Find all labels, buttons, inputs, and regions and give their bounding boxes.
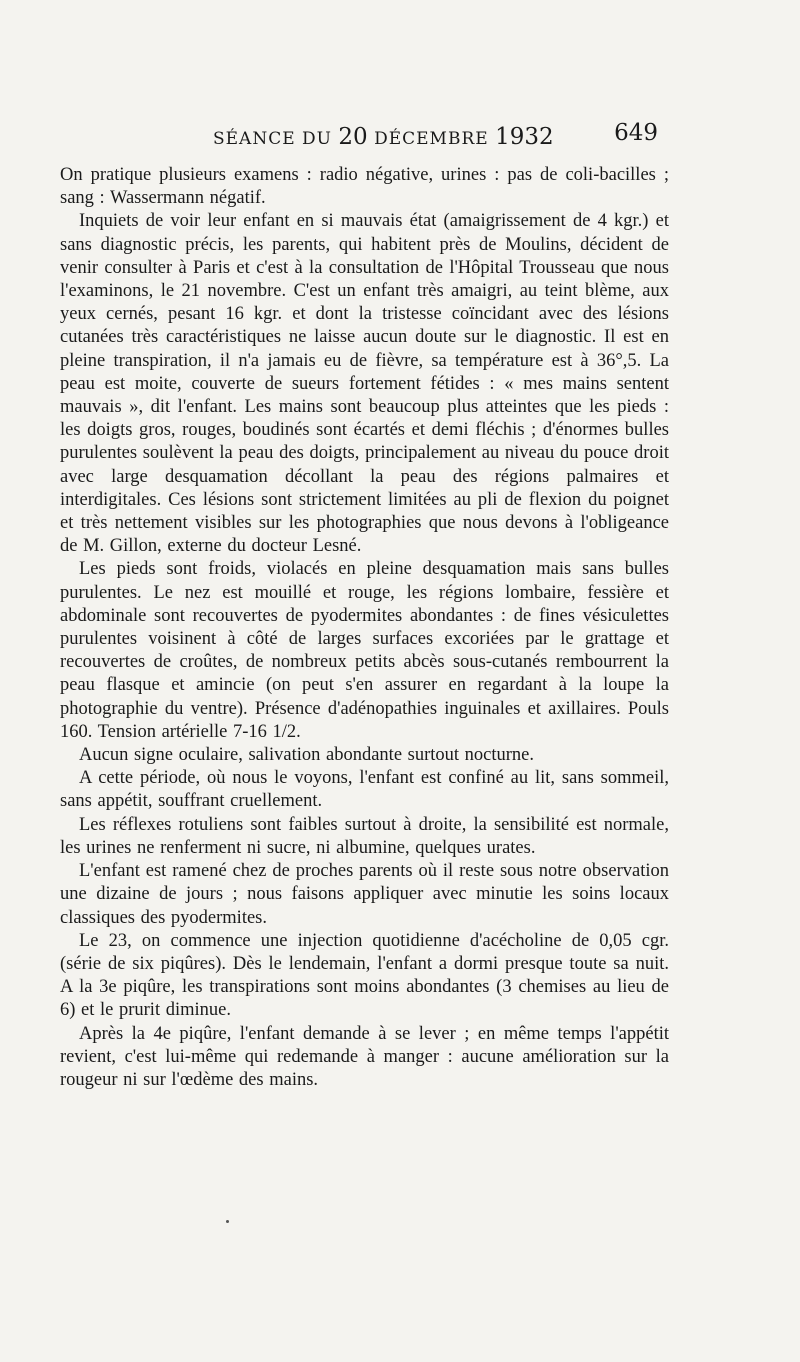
paragraph-fourth-injection: Après la 4e piqûre, l'enfant demande à se lever ; en même temps l'appétit revient, c'est lui-même qui redemande à manger : aucune amélioration sur la rougeur ni sur l'œdème des mains. [60,1023,669,1090]
running-head [213,120,658,150]
paragraph-feet-skin: Les pieds sont froids, violacés en pleine desquamation mais sans bulles purulentes. Le nez est mouillé et rouge, les régions lombaire, fessière et abdominale sont recouvertes de pyodermites abondantes : de fines vésiculettes purulentes voisinent à côté de larges surfaces excoriées par le grattage et recouvertes de croûtes, de nombreux petits abcès sous-cutanés rembourrent la peau flasque et amincie (on peut s'en assurer en regardant à la loupe la photographie du ventre). Présence d'adénopathies inguinales et axillaires. Pouls 160. Tension artérielle 7-16 1/2. [60,559,669,742]
session-month: DÉCEMBRE [374,129,489,149]
paragraph-observation: L'enfant est ramené chez de proches parents où il reste sous notre observation une dizaine de jours ; nous faisons appliquer avec minutie les soins locaux classiques des pyodermites. [60,861,669,928]
paragraph-injection: Le 23, on commence une injection quotidienne d'acécholine de 0,05 cgr. (série de six piqûres). Dès le lendemain, l'enfant a dormi presque toute sa nuit. A la 3e piqûre, les transpirations sont moins abondantes (3 chemises au lieu de 6) et le prurit diminue. [60,930,669,1021]
session-label: SÉANCE DU [213,129,332,149]
session-day: 20 [338,124,368,150]
article-body [60,164,669,1092]
paper-speck [226,1220,229,1223]
running-head-title [213,124,554,150]
paragraph-exams: On pratique plusieurs examens : radio négative, urines : pas de coli-bacilles ; sang : Wassermann négatif. [60,165,669,209]
session-year: 1932 [495,124,554,150]
page-number: 649 [614,120,658,146]
paragraph-ocular: Aucun signe oculaire, salivation abondante surtout nocturne. [79,745,535,766]
paragraph-clinical-exam: Inquiets de voir leur enfant en si mauvais état (amaigrissement de 4 kgr.) et sans diagnostic précis, les parents, qui habitent près de Moulins, décident de venir consulter à Paris et c'est à la consultation de l'Hôpital Trousseau que nous l'examinons, le 21 novembre. C'est un enfant très amaigri, au teint blème, aux yeux cernés, pesant 16 kgr. et dont la tristesse coïncidant avec des lésions cutanées très caractéristiques ne laisse aucun doute sur le diagnostic. Il est en pleine transpiration, il n'a jamais eu de fièvre, sa température est à 36°,5. La peau est moite, couverte de sueurs fortement fétides : « mes mains sentent mauvais », dit l'enfant. Les mains sont beaucoup plus atteintes que les pieds : les doigts gros, rouges, boudinés sont écartés et demi fléchis ; d'énormes bulles purulentes soulèvent la peau des doigts, principalement au niveau du pouce droit avec large desquamation décollant la peau des régions palmaires et interdigitales. Ces lésions sont strictement limitées au pli de flexion du poignet et très nettement visibles sur les photographies que nous devons à l'obligeance de M. Gillon, externe du docteur Lesné. [60,211,669,557]
paragraph-reflexes: Les réflexes rotuliens sont faibles surtout à droite, la sensibilité est normale, les urines ne renferment ni sucre, ni albumine, quelques urates. [60,814,669,858]
paragraph-period: A cette période, où nous le voyons, l'enfant est confiné au lit, sans sommeil, sans appétit, souffrant cruellement. [60,768,669,812]
